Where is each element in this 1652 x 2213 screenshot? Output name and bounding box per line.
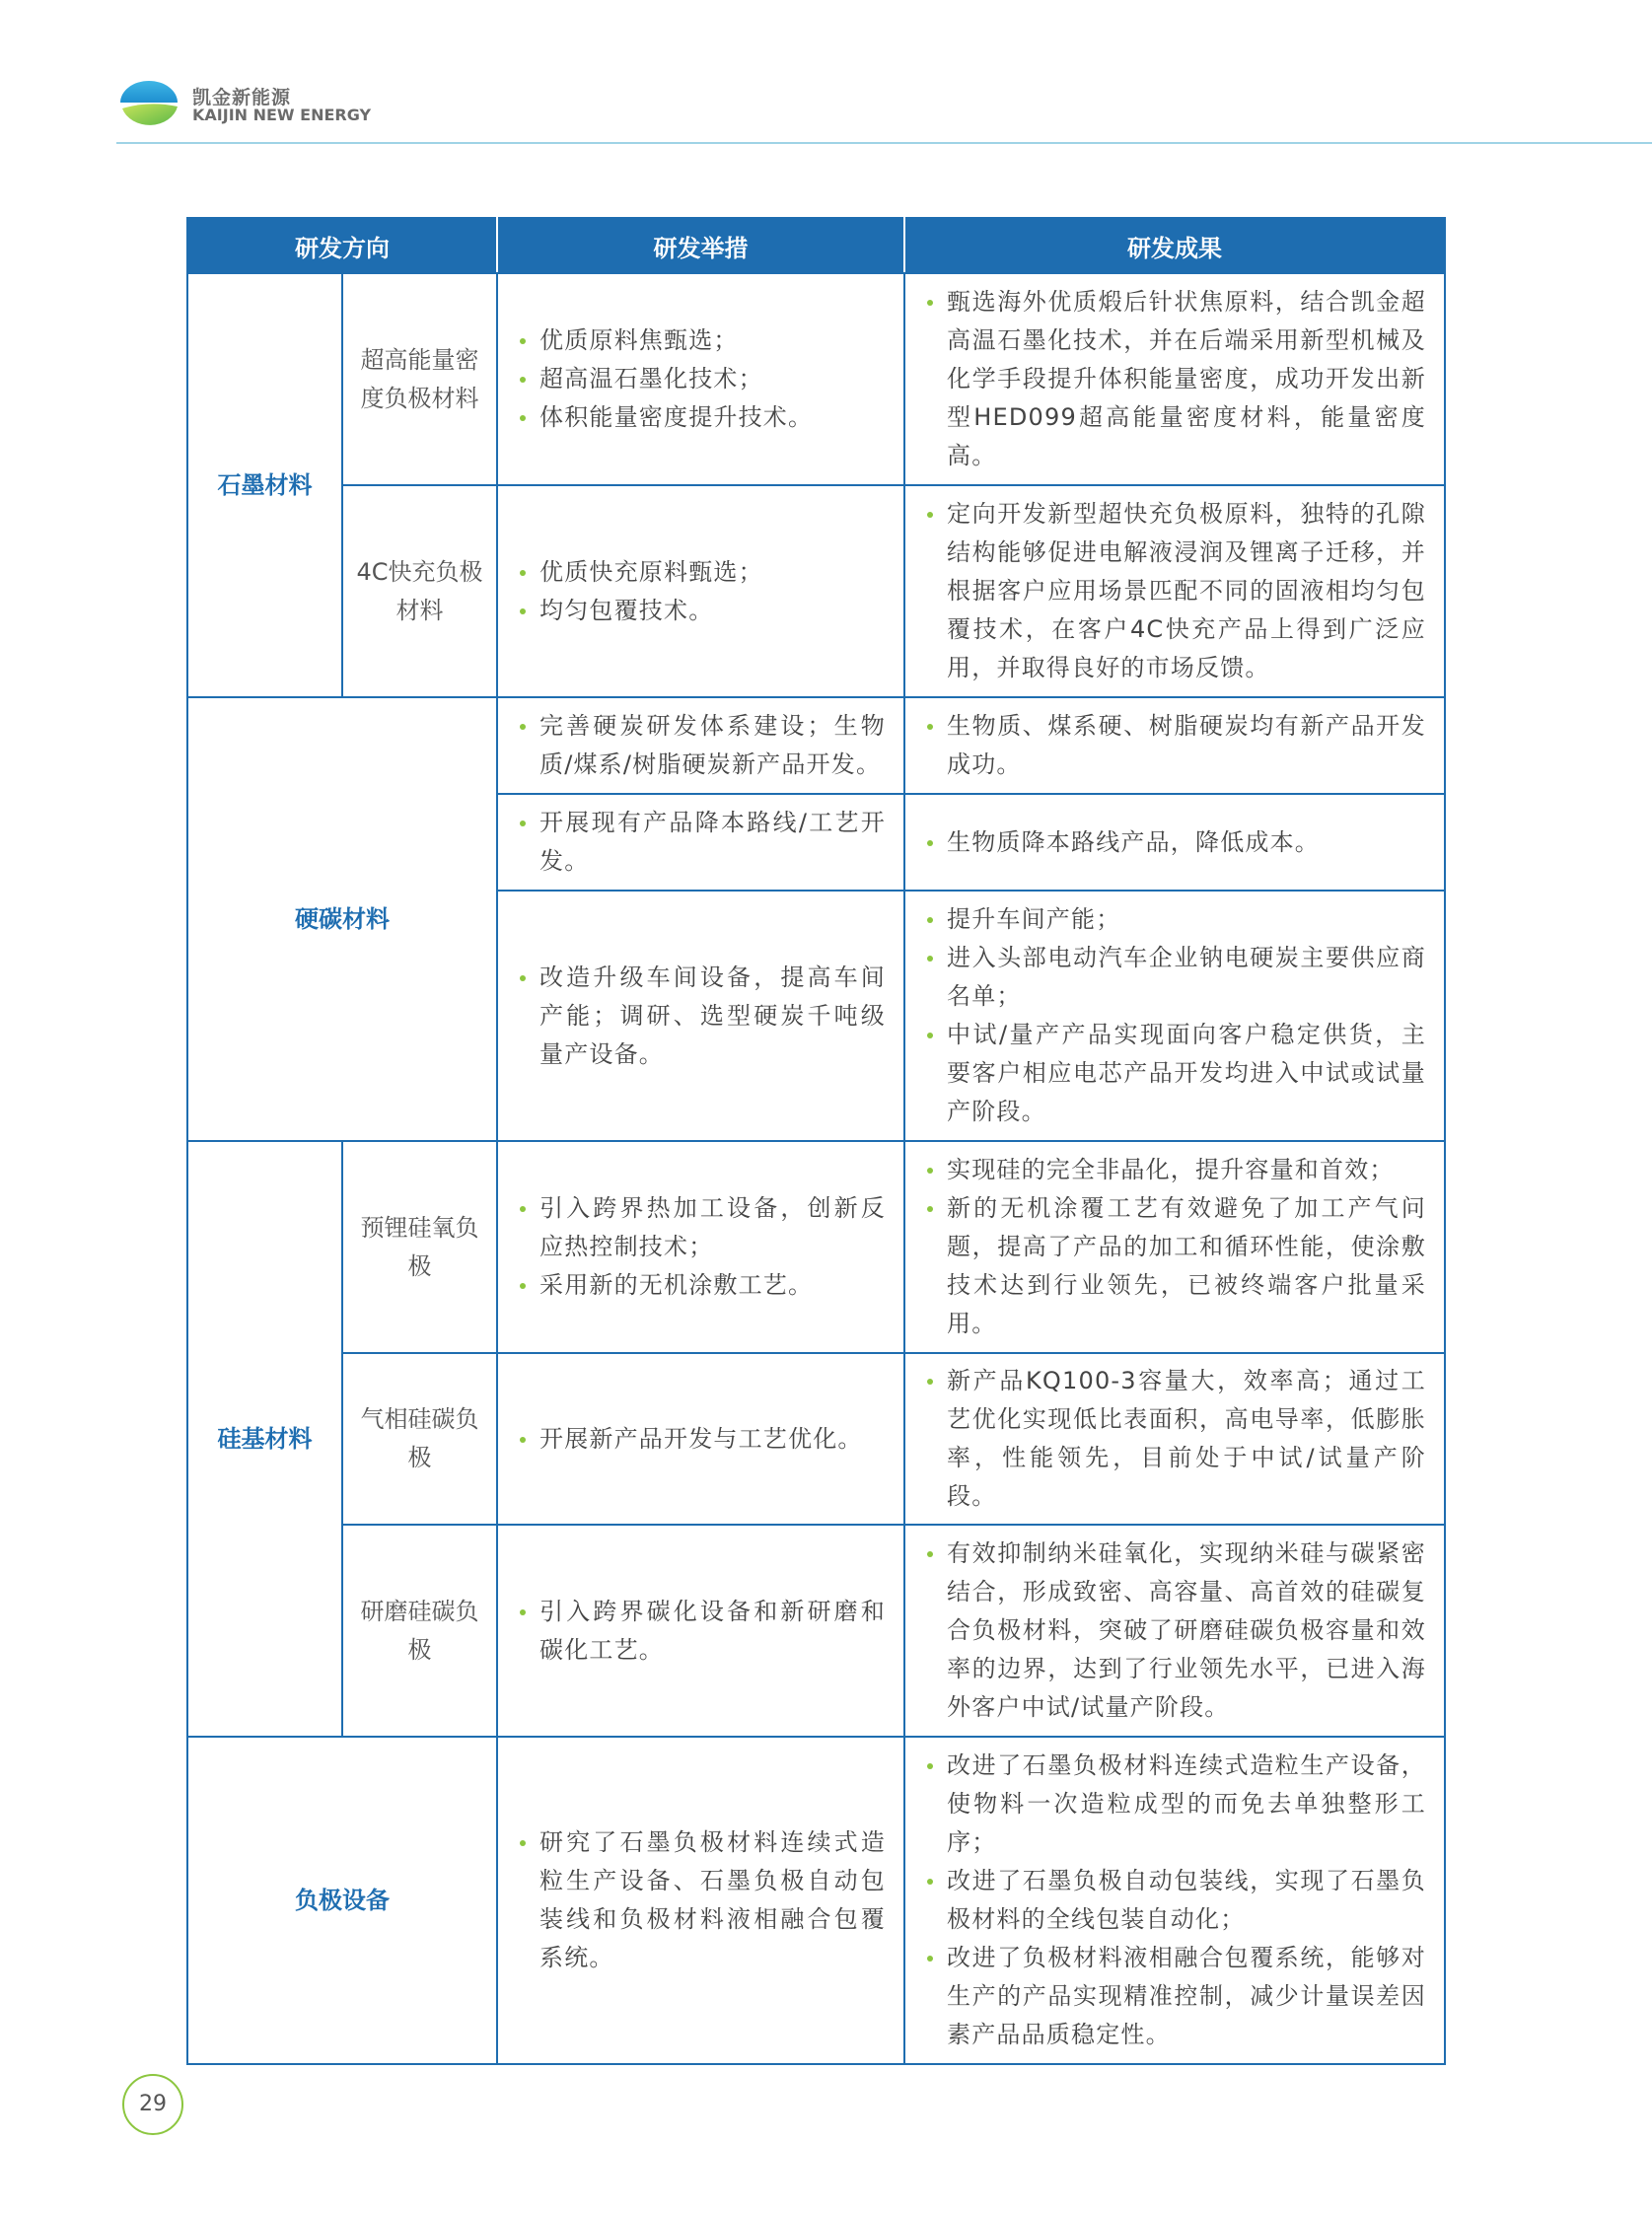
list-item: 开展现有产品降本路线/工艺开发。	[518, 804, 886, 881]
list-item: 定向开发新型超快充负极原料，独特的孔隙结构能够促进电解液浸润及锂离子迁移，并根据客户应用场景匹配不同的固液相均匀包覆技术，在客户4C快充产品上得到广泛应用，并取得良好的市场反馈。	[925, 495, 1426, 687]
list-item: 中试/量产产品实现面向客户稳定供货，主要客户相应电芯产品开发均进入中试或试量产阶段。	[925, 1016, 1426, 1131]
measures-cell	[497, 891, 904, 1141]
measures-cell	[497, 794, 904, 891]
header-divider	[116, 142, 1652, 144]
list-item: 体积能量密度提升技术。	[518, 398, 886, 437]
table-row	[187, 1353, 1445, 1525]
header-measures: 研发举措	[497, 218, 904, 273]
measures-cell	[497, 485, 904, 697]
page-header	[0, 0, 1652, 148]
category-silicon: 硅基材料	[187, 1141, 342, 1737]
table-row	[187, 697, 1445, 794]
measures-cell	[497, 273, 904, 485]
table-row	[187, 273, 1445, 485]
subcategory-cell: 超高能量密度负极材料	[342, 273, 497, 485]
list-item: 优质原料焦甄选；	[518, 321, 886, 360]
results-cell	[904, 1737, 1445, 2064]
table-row	[187, 485, 1445, 697]
page-number: 29	[122, 2074, 183, 2135]
list-item: 改进了负极材料液相融合包覆系统，能够对生产的产品实现精准控制，减少计量误差因素产品品质稳定性。	[925, 1939, 1426, 2054]
measures-cell	[497, 697, 904, 794]
list-item: 引入跨界热加工设备，创新反应热控制技术；	[518, 1189, 886, 1266]
list-item: 甄选海外优质煅后针状焦原料，结合凯金超高温石墨化技术，并在后端采用新型机械及化学手段提升体积能量密度，成功开发出新型HED099超高能量密度材料，能量密度高。	[925, 283, 1426, 475]
results-cell	[904, 485, 1445, 697]
list-item: 实现硅的完全非晶化，提升容量和首效；	[925, 1151, 1426, 1189]
table-row	[187, 1141, 1445, 1353]
table-row	[187, 1737, 1445, 2064]
list-item: 均匀包覆技术。	[518, 592, 886, 630]
list-item: 采用新的无机涂敷工艺。	[518, 1266, 886, 1305]
list-item: 生物质、煤系硬、树脂硬炭均有新产品开发成功。	[925, 707, 1426, 784]
list-item: 有效抑制纳米硅氧化，实现纳米硅与碳紧密结合，形成致密、高容量、高首效的硅碳复合负极材料，突破了研磨硅碳负极容量和效率的边界，达到了行业领先水平，已进入海外客户中试/试量产阶段。	[925, 1535, 1426, 1727]
brand-name-cn: 凯金新能源	[192, 87, 292, 108]
category-hard-carbon: 硬碳材料	[187, 697, 497, 1141]
rd-table-container	[186, 217, 1444, 2065]
results-cell	[904, 1525, 1445, 1737]
kaijin-logo-icon	[116, 79, 181, 132]
category-anode-equipment: 负极设备	[187, 1737, 497, 2064]
brand-name-en: KAIJIN NEW ENERGY	[192, 106, 372, 124]
subcategory-cell: 4C快充负极材料	[342, 485, 497, 697]
list-item: 改进了石墨负极材料连续式造粒生产设备，使物料一次造粒成型的而免去单独整形工序；	[925, 1747, 1426, 1862]
list-item: 引入跨界碳化设备和新研磨和碳化工艺。	[518, 1593, 886, 1670]
results-cell	[904, 697, 1445, 794]
measures-cell	[497, 1353, 904, 1525]
list-item: 改进了石墨负极自动包装线，实现了石墨负极材料的全线包装自动化；	[925, 1862, 1426, 1939]
rd-table	[186, 217, 1446, 2065]
subcategory-cell: 研磨硅碳负极	[342, 1525, 497, 1737]
list-item: 生物质降本路线产品，降低成本。	[925, 823, 1426, 862]
results-cell	[904, 794, 1445, 891]
table-header-row	[187, 218, 1445, 273]
header-results: 研发成果	[904, 218, 1445, 273]
results-cell	[904, 273, 1445, 485]
results-cell	[904, 1353, 1445, 1525]
list-item: 提升车间产能；	[925, 900, 1426, 939]
category-graphite: 石墨材料	[187, 273, 342, 697]
measures-cell	[497, 1525, 904, 1737]
measures-cell	[497, 1141, 904, 1353]
subcategory-cell: 气相硅碳负极	[342, 1353, 497, 1525]
list-item: 新产品KQ100-3容量大，效率高；通过工艺优化实现低比表面积，高电导率，低膨胀率，性能领先，目前处于中试/试量产阶段。	[925, 1362, 1426, 1516]
list-item: 完善硬炭研发体系建设；生物质/煤系/树脂硬炭新产品开发。	[518, 707, 886, 784]
list-item: 新的无机涂覆工艺有效避免了加工产气问题，提高了产品的加工和循环性能，使涂敷技术达到行业领先，已被终端客户批量采用。	[925, 1189, 1426, 1343]
list-item: 进入头部电动汽车企业钠电硬炭主要供应商名单；	[925, 939, 1426, 1016]
measures-cell	[497, 1737, 904, 2064]
results-cell	[904, 891, 1445, 1141]
list-item: 研究了石墨负极材料连续式造粒生产设备、石墨负极自动包装线和负极材料液相融合包覆系统。	[518, 1823, 886, 1977]
subcategory-cell: 预锂硅氧负极	[342, 1141, 497, 1353]
list-item: 开展新产品开发与工艺优化。	[518, 1420, 886, 1459]
header-direction: 研发方向	[187, 218, 497, 273]
list-item: 优质快充原料甄选；	[518, 553, 886, 592]
list-item: 超高温石墨化技术；	[518, 360, 886, 398]
list-item: 改造升级车间设备，提高车间产能；调研、选型硬炭千吨级量产设备。	[518, 959, 886, 1074]
results-cell	[904, 1141, 1445, 1353]
table-row	[187, 1525, 1445, 1737]
